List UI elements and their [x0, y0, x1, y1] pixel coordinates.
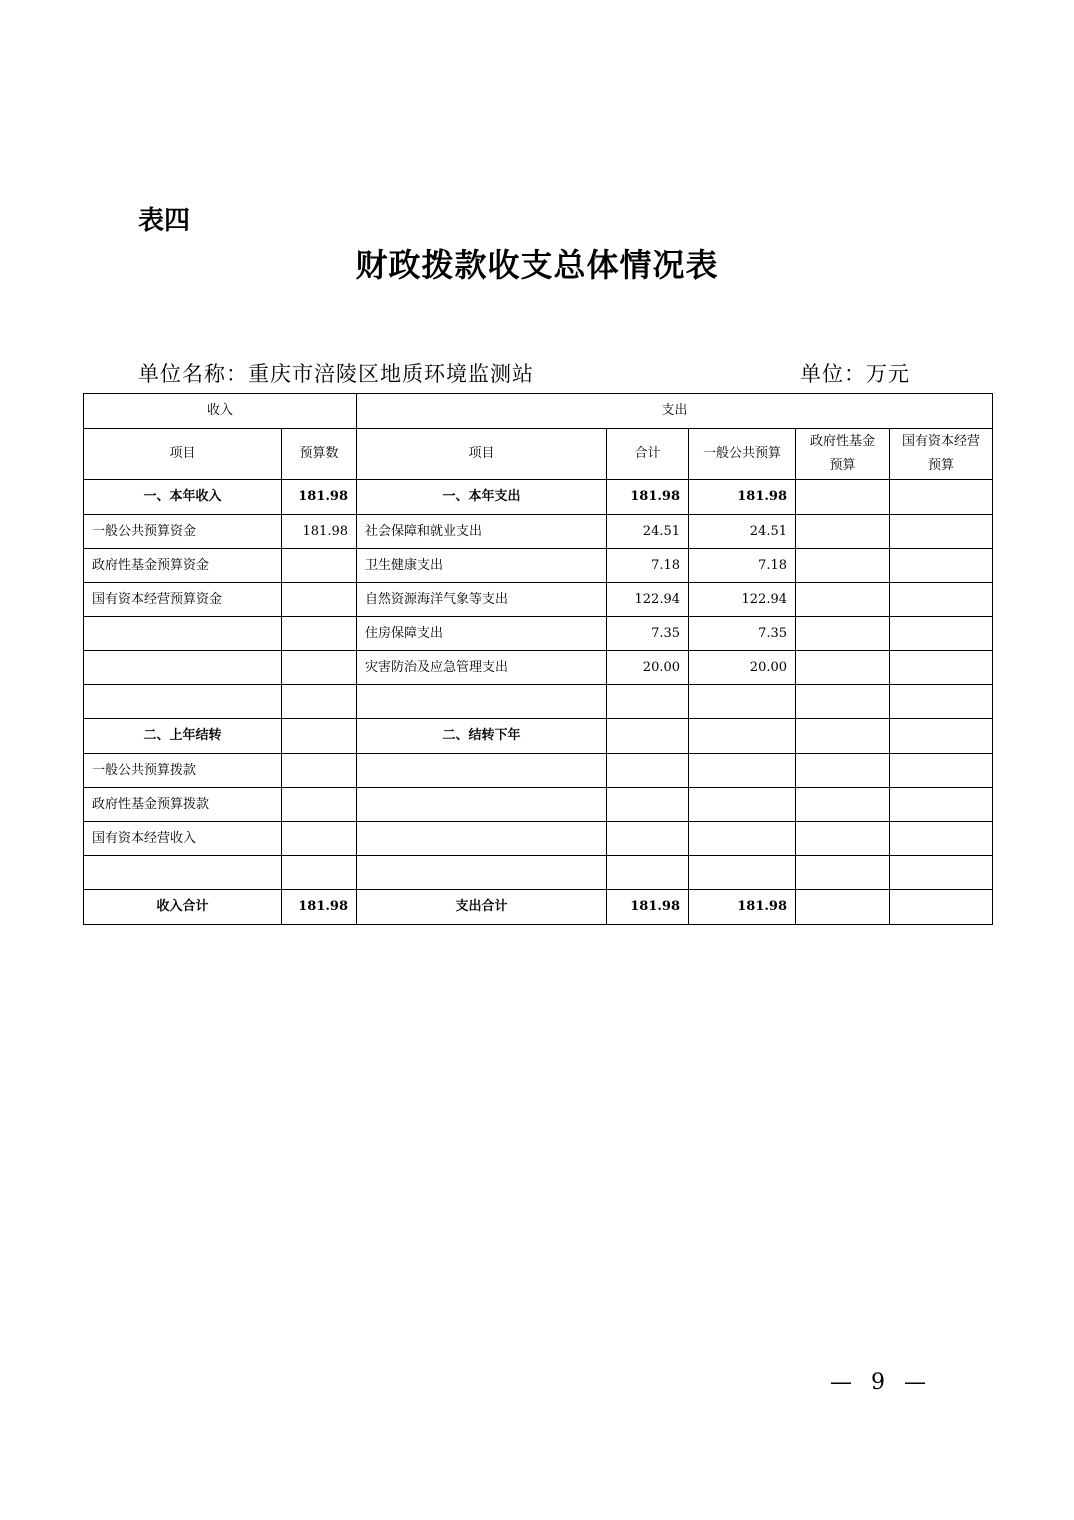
income-item-cell: 政府性基金预算拨款 — [84, 788, 282, 822]
state-capital-cell — [890, 754, 993, 788]
gov-fund-cell — [796, 651, 890, 685]
state-capital-header: 国有资本经营预算 — [890, 429, 993, 480]
expense-item-cell — [357, 685, 607, 719]
state-capital-cell — [890, 617, 993, 651]
gov-fund-cell — [796, 788, 890, 822]
table-row — [84, 651, 993, 685]
table-row — [84, 480, 993, 515]
total-cell: 122.94 — [607, 583, 689, 617]
total-cell: 181.98 — [607, 890, 689, 925]
expense-header: 支出 — [357, 394, 993, 429]
general-budget-cell — [689, 856, 796, 890]
state-capital-cell — [890, 515, 993, 549]
expense-item-cell: 二、结转下年 — [357, 719, 607, 754]
gov-fund-cell — [796, 480, 890, 515]
income-amount-cell — [282, 651, 357, 685]
table-row — [84, 890, 993, 925]
income-amount-cell — [282, 754, 357, 788]
table-row — [84, 549, 993, 583]
income-amount-cell: 181.98 — [282, 890, 357, 925]
income-item-cell: 一、本年收入 — [84, 480, 282, 515]
total-cell — [607, 822, 689, 856]
income-amount-cell — [282, 583, 357, 617]
gov-fund-cell — [796, 890, 890, 925]
state-capital-cell — [890, 856, 993, 890]
unit-name: 单位名称：重庆市涪陵区地质环境监测站 — [138, 362, 534, 386]
income-amount-cell — [282, 719, 357, 754]
income-header: 收入 — [84, 394, 357, 429]
budget-table — [83, 393, 993, 925]
income-amount-cell — [282, 549, 357, 583]
income-item-cell — [84, 685, 282, 719]
income-amount-cell: 181.98 — [282, 480, 357, 515]
general-budget-cell: 181.98 — [689, 480, 796, 515]
total-cell: 7.18 — [607, 549, 689, 583]
income-item-cell: 政府性基金预算资金 — [84, 549, 282, 583]
table-row — [84, 754, 993, 788]
table-row — [84, 515, 993, 549]
state-capital-cell — [890, 480, 993, 515]
gov-fund-cell — [796, 719, 890, 754]
income-amount-cell — [282, 822, 357, 856]
table-row — [84, 617, 993, 651]
header-row-group — [84, 394, 993, 429]
expense-item-cell: 卫生健康支出 — [357, 549, 607, 583]
state-capital-cell — [890, 890, 993, 925]
income-item-cell — [84, 856, 282, 890]
general-budget-cell — [689, 719, 796, 754]
total-cell: 7.35 — [607, 617, 689, 651]
general-budget-cell: 122.94 — [689, 583, 796, 617]
income-item-cell — [84, 617, 282, 651]
income-item-cell: 国有资本经营预算资金 — [84, 583, 282, 617]
income-item-header: 项目 — [84, 429, 282, 480]
state-capital-cell — [890, 685, 993, 719]
expense-item-cell: 社会保障和就业支出 — [357, 515, 607, 549]
header-row-columns — [84, 429, 993, 480]
expense-item-cell — [357, 822, 607, 856]
general-budget-cell — [689, 754, 796, 788]
gov-fund-cell — [796, 549, 890, 583]
gov-fund-cell — [796, 583, 890, 617]
gov-fund-cell — [796, 856, 890, 890]
table-number: 表四 — [138, 206, 191, 236]
table-row — [84, 856, 993, 890]
total-cell: 24.51 — [607, 515, 689, 549]
income-item-cell: 二、上年结转 — [84, 719, 282, 754]
expense-item-cell: 支出合计 — [357, 890, 607, 925]
state-capital-cell — [890, 788, 993, 822]
expense-item-cell — [357, 788, 607, 822]
document-title: 财政拨款收支总体情况表 — [355, 246, 719, 284]
general-budget-cell: 181.98 — [689, 890, 796, 925]
gov-fund-cell — [796, 685, 890, 719]
table-row — [84, 685, 993, 719]
expense-item-cell: 一、本年支出 — [357, 480, 607, 515]
income-amount-header: 预算数 — [282, 429, 357, 480]
table-row — [84, 788, 993, 822]
general-budget-cell: 7.35 — [689, 617, 796, 651]
general-budget-cell: 24.51 — [689, 515, 796, 549]
income-item-cell: 国有资本经营收入 — [84, 822, 282, 856]
expense-item-cell: 住房保障支出 — [357, 617, 607, 651]
expense-item-cell: 自然资源海洋气象等支出 — [357, 583, 607, 617]
gov-fund-cell — [796, 822, 890, 856]
income-item-cell: 一般公共预算拨款 — [84, 754, 282, 788]
state-capital-cell — [890, 822, 993, 856]
total-cell — [607, 719, 689, 754]
expense-item-cell — [357, 856, 607, 890]
general-budget-cell: 20.00 — [689, 651, 796, 685]
general-budget-cell: 7.18 — [689, 549, 796, 583]
table-row — [84, 583, 993, 617]
table-row — [84, 719, 993, 754]
general-budget-cell — [689, 822, 796, 856]
income-amount-cell — [282, 788, 357, 822]
total-cell — [607, 856, 689, 890]
currency-unit: 单位：万元 — [800, 362, 910, 386]
income-amount-cell — [282, 685, 357, 719]
state-capital-cell — [890, 549, 993, 583]
general-budget-cell — [689, 788, 796, 822]
income-item-cell — [84, 651, 282, 685]
state-capital-cell — [890, 583, 993, 617]
gov-fund-header: 政府性基金预算 — [796, 429, 890, 480]
income-item-cell: 收入合计 — [84, 890, 282, 925]
total-cell — [607, 788, 689, 822]
state-capital-cell — [890, 651, 993, 685]
gov-fund-cell — [796, 754, 890, 788]
expense-item-cell — [357, 754, 607, 788]
expense-item-cell: 灾害防治及应急管理支出 — [357, 651, 607, 685]
total-cell: 20.00 — [607, 651, 689, 685]
expense-item-header: 项目 — [357, 429, 607, 480]
income-amount-cell — [282, 617, 357, 651]
general-budget-cell — [689, 685, 796, 719]
income-amount-cell: 181.98 — [282, 515, 357, 549]
total-cell — [607, 754, 689, 788]
income-amount-cell — [282, 856, 357, 890]
total-cell: 181.98 — [607, 480, 689, 515]
total-header: 合计 — [607, 429, 689, 480]
state-capital-cell — [890, 719, 993, 754]
gov-fund-cell — [796, 617, 890, 651]
general-budget-header: 一般公共预算 — [689, 429, 796, 480]
income-item-cell: 一般公共预算资金 — [84, 515, 282, 549]
table-body — [84, 480, 993, 925]
table-row — [84, 822, 993, 856]
page-number: — 9 — — [830, 1370, 932, 1395]
total-cell — [607, 685, 689, 719]
gov-fund-cell — [796, 515, 890, 549]
